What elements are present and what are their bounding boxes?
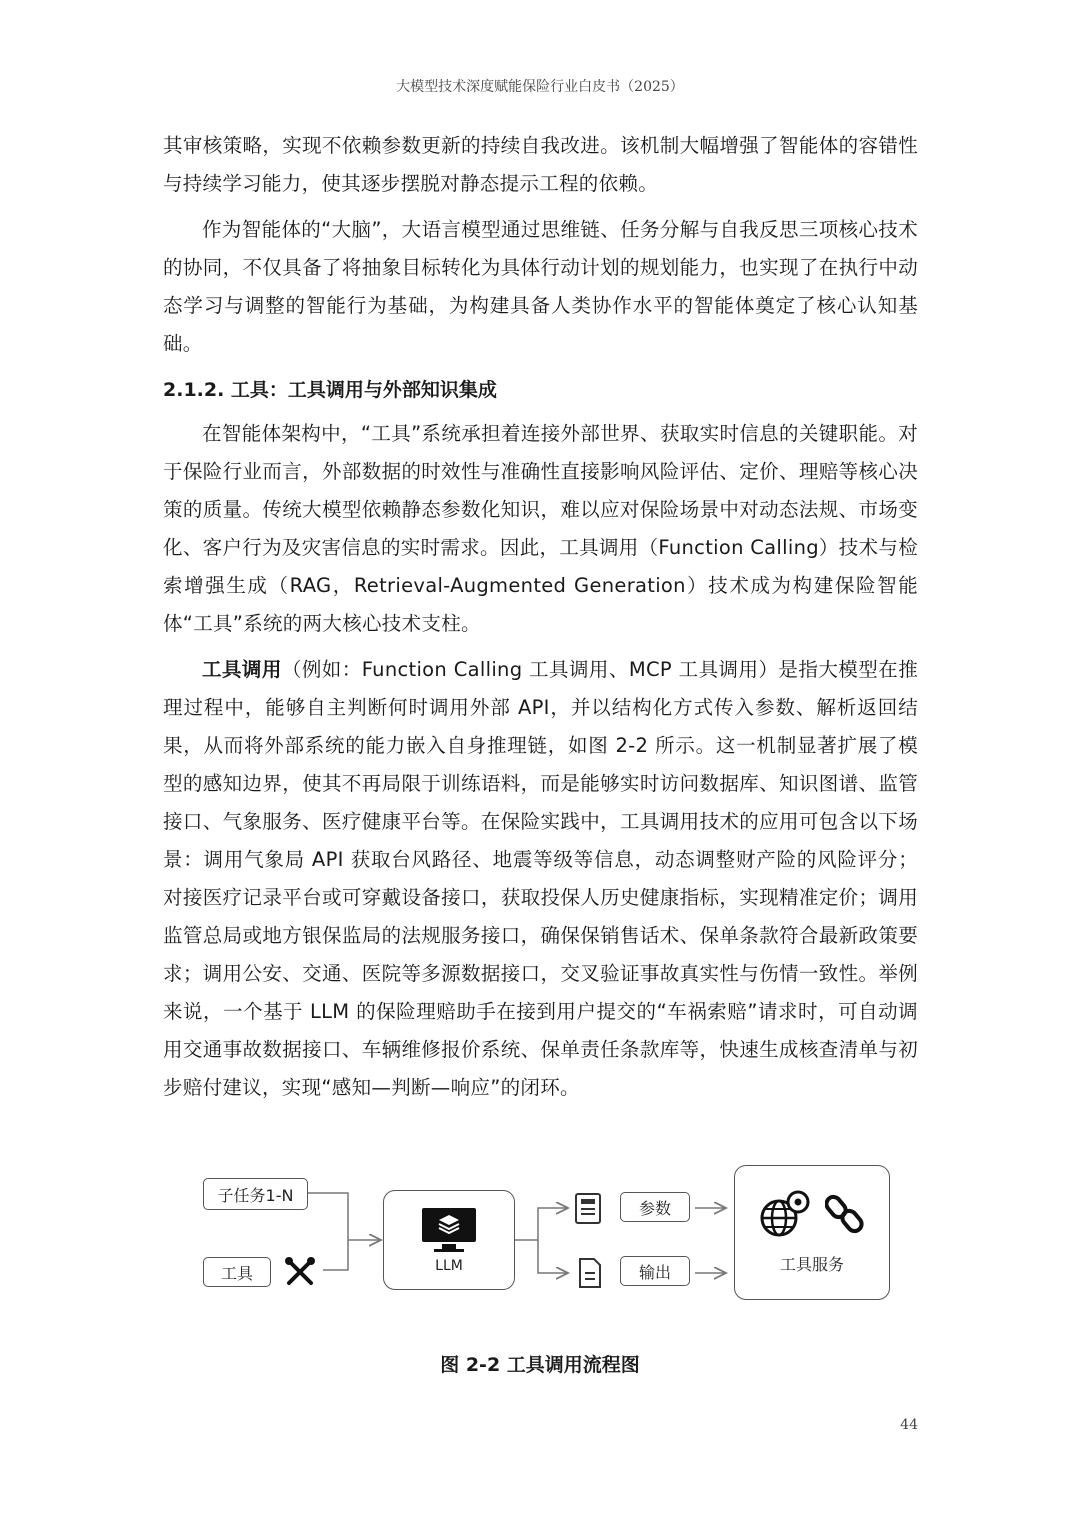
figure-caption: 图 2-2 工具调用流程图 <box>440 1354 640 1376</box>
wrench-cross-icon <box>283 1255 317 1289</box>
page-number: 44 <box>900 1417 918 1433</box>
term-tool-calling: 工具调用 <box>202 658 282 681</box>
document-list-icon <box>573 1192 605 1226</box>
paragraph-3: 在智能体架构中，“工具”系统承担着连接外部世界、获取实时信息的关键职能。对于保险行业而言，外部数据的时效性与准确性直接影响风险评估、定价、理赔等核心决策的质量。传统大模型依赖静态参数化知识，难以应对保险场景中对动态法规、市场变化、客户行为及灾害信息的实时需求。因此，工具调用（Function Calling）技术与检索增强生成（RAG，Retrieval-Augmented Generation）技术成为构建保险智能体“工具”系统的两大核心技术支柱。 <box>163 422 918 635</box>
tool-box: 工具 <box>203 1257 271 1287</box>
body-text <box>163 127 918 1115</box>
connector-llm-output <box>538 1240 568 1273</box>
paragraph-4-text: （例如：Function Calling 工具调用、MCP 工具调用）是指大模型在推理过程中，能够自主判断何时调用外部 API，并以结构化方式传入参数、解析返回结果，从而将外部系统的能力嵌入自身推理链，如图 2-2 所示。这一机制显著扩展了模型的感知边界，使其不再局限于训练语料，而是能够实时访问数据库、知识图谱、监管接口、气象服务、医疗健康平台等。在保险实践中，工具调用技术的应用可包含以下场景：调用气象局 API 获取台风路径、地震等级等信息，动态调整财产险的风险评分；对接医疗记录平台或可穿戴设备接口，获取投保人历史健康指标，实现精准定价；调用监管总局或地方银保监局的法规服务接口，确保保销售话术、保单条款符合最新政策要求；调用公安、交通、医院等多源数据接口，交叉验证事故真实性与伤情一致性。举例来说，一个基于 LLM 的保险理赔助手在接到用户提交的“车祸索赔”请求时，可自动调用交通事故数据接口、车辆维修报价系统、保单责任条款库等，快速生成核查清单与初步赔付建议，实现“感知—判断—响应”的闭环。 <box>163 658 918 1099</box>
params-box: 参数 <box>620 1192 690 1222</box>
running-header: 大模型技术深度赋能保险行业白皮书（2025） <box>396 79 684 95</box>
globe-gear-icon <box>759 1190 811 1238</box>
service-icons <box>759 1190 865 1238</box>
connector-llm-params <box>515 1208 568 1240</box>
paragraph-2: 作为智能体的“大脑”，大语言模型通过思维链、任务分解与自我反思三项核心技术的协同，不仅具备了将抽象目标转化为具体行动计划的规划能力，也实现了在执行中动态学习与调整的智能行为基础，为构建具备人类协作水平的智能体奠定了核心认知基础。 <box>163 218 918 355</box>
connector-subtask-llm <box>308 1193 381 1240</box>
connector-tool-llm <box>323 1240 348 1270</box>
llm-box <box>383 1190 515 1290</box>
link-icon <box>825 1192 865 1236</box>
paragraph-4 <box>163 651 918 1107</box>
llm-label: LLM <box>435 1258 463 1274</box>
output-box: 输出 <box>620 1256 690 1286</box>
tool-calling-flow-diagram <box>193 1160 893 1305</box>
subtask-box: 子任务1-N <box>203 1178 308 1210</box>
tool-service-box <box>734 1165 890 1300</box>
paragraph-1: 其审核策略，实现不依赖参数更新的持续自我改进。该机制大幅增强了智能体的容错性与持续学习能力，使其逐步摆脱对静态提示工程的依赖。 <box>163 134 918 195</box>
tool-service-label: 工具服务 <box>779 1255 844 1274</box>
section-heading: 2.1.2. 工具：工具调用与外部知识集成 <box>163 379 497 401</box>
monitor-icon <box>418 1206 480 1254</box>
file-icon <box>576 1257 604 1289</box>
